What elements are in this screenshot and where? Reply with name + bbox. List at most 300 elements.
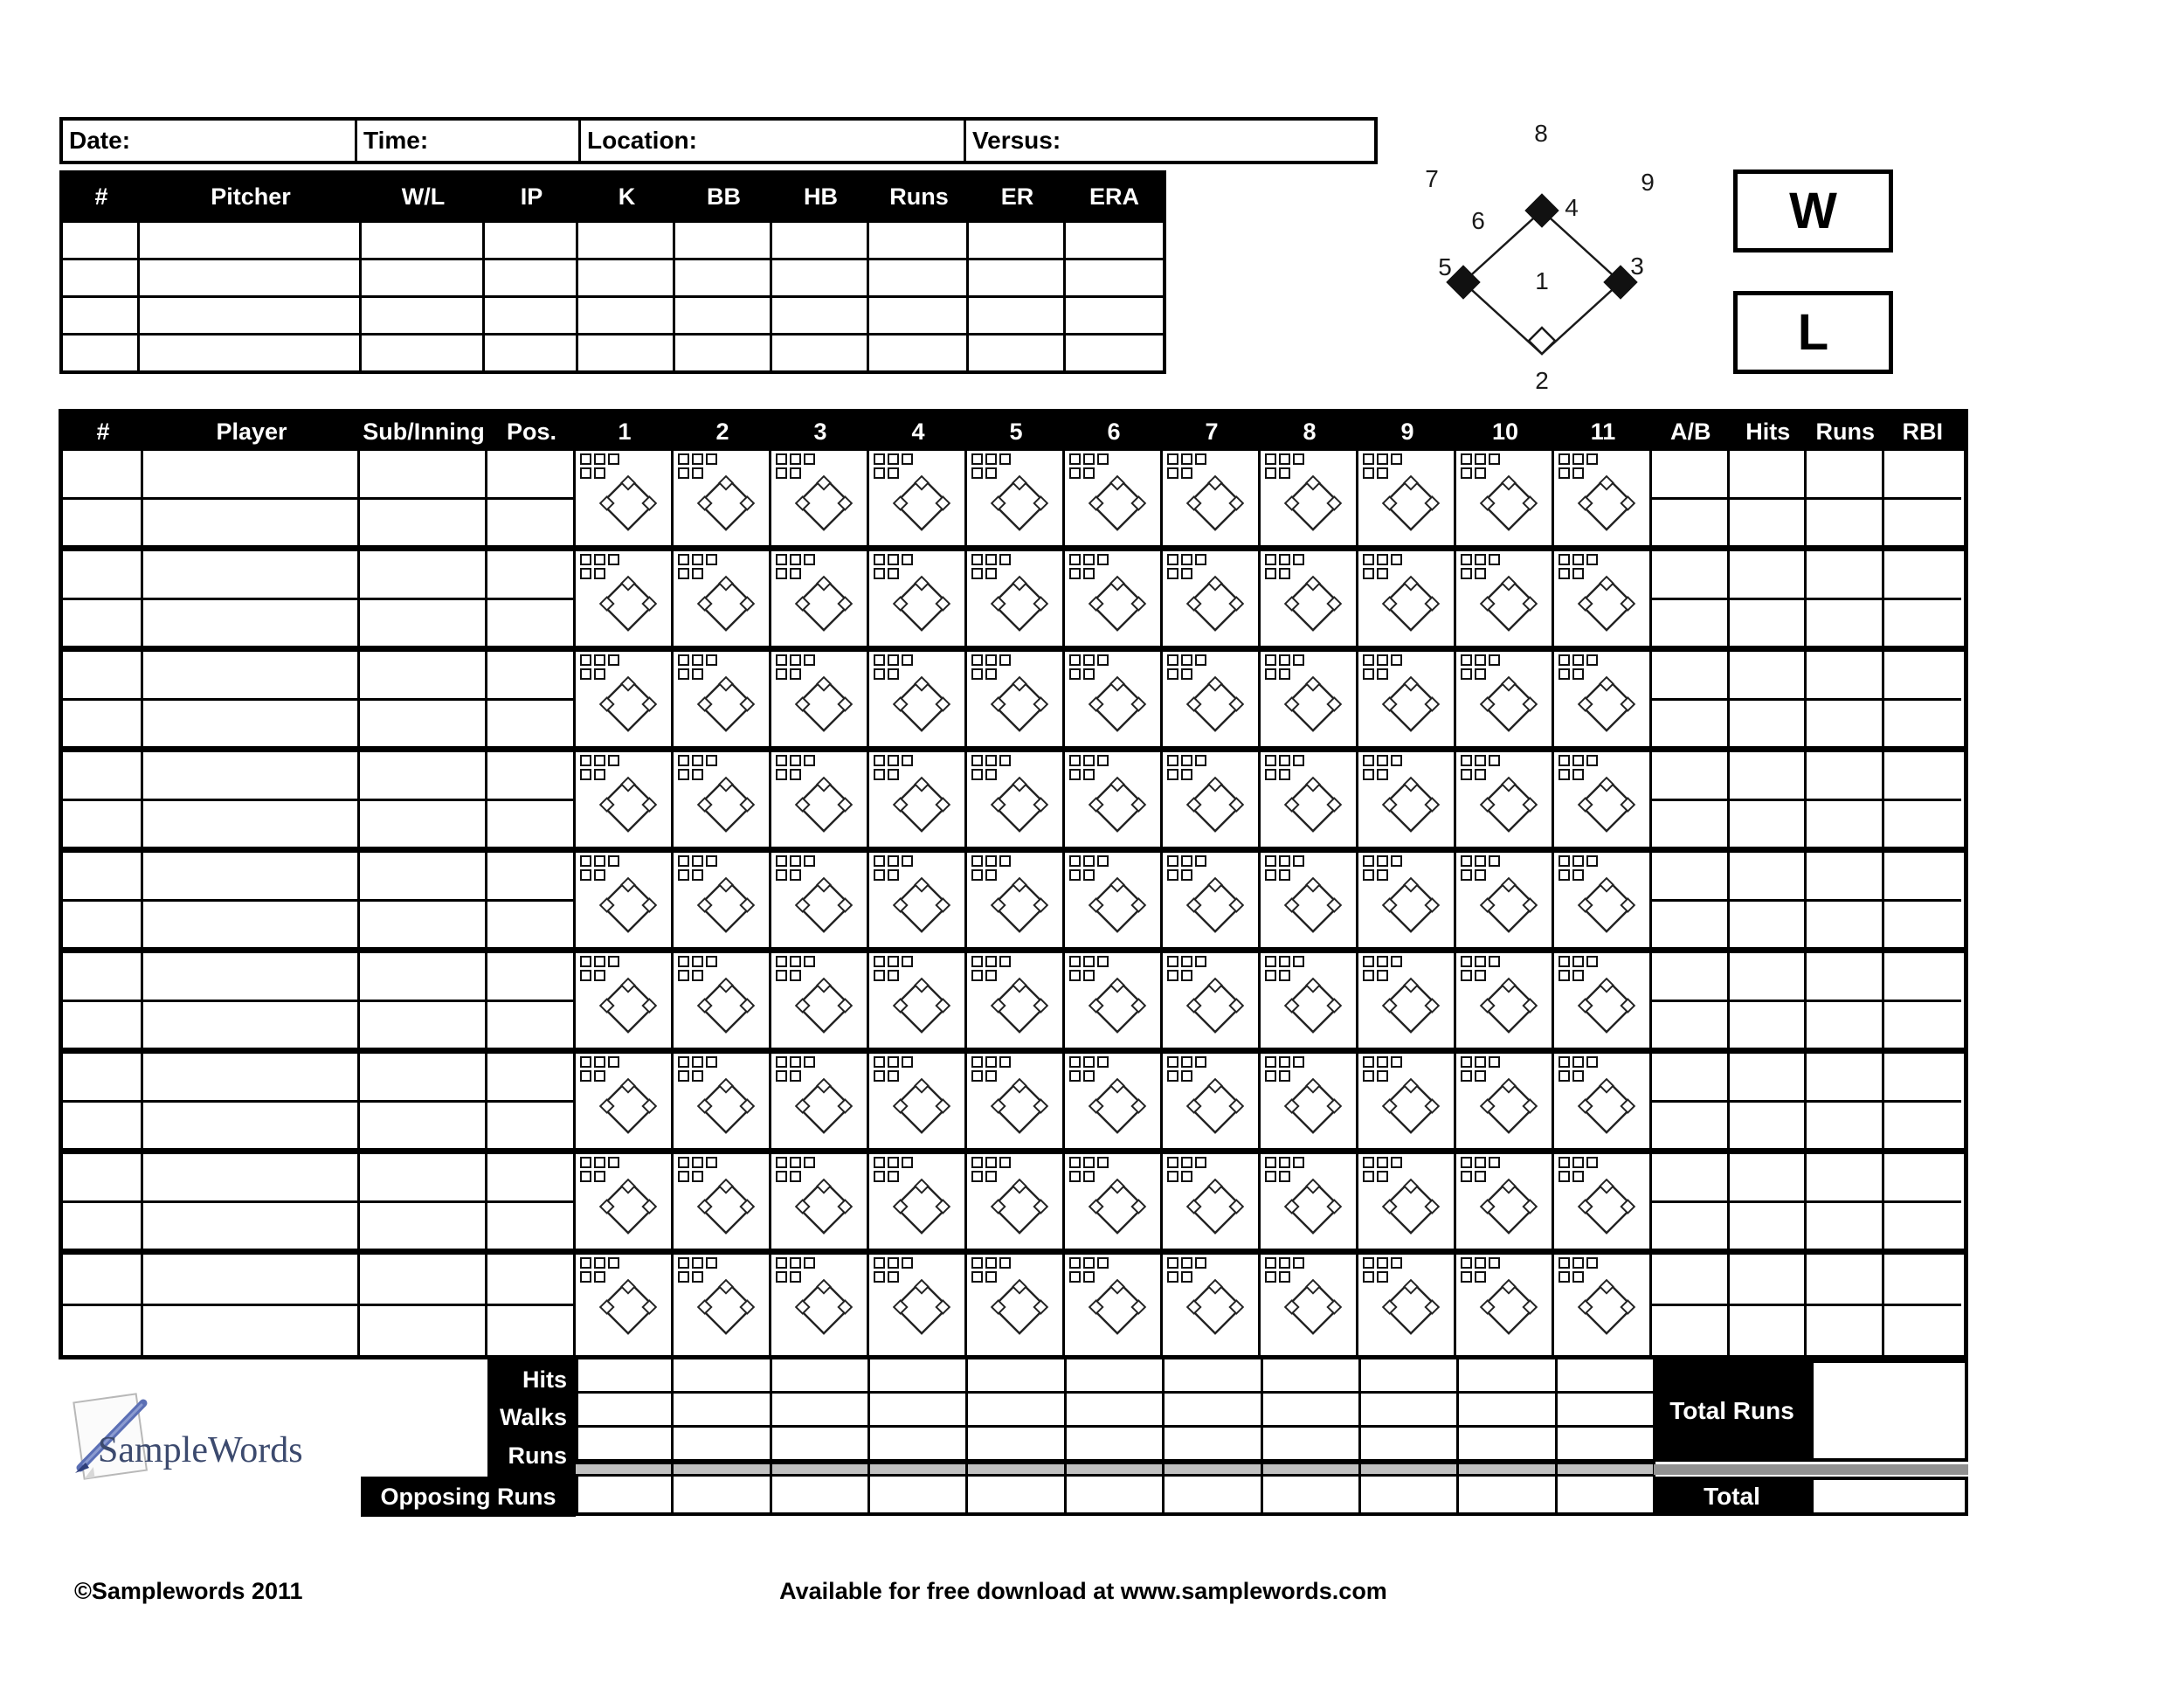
ball-box[interactable] xyxy=(1461,769,1472,780)
strike-box[interactable] xyxy=(1083,654,1095,666)
time-field[interactable] xyxy=(357,121,581,161)
strike-box[interactable] xyxy=(594,453,605,465)
strike-box[interactable] xyxy=(776,554,787,565)
inning-scoring-cell[interactable] xyxy=(1163,752,1261,847)
strike-box[interactable] xyxy=(580,755,591,766)
ball-box[interactable] xyxy=(1167,1171,1178,1182)
ball-box[interactable] xyxy=(874,869,885,881)
strike-box[interactable] xyxy=(1377,1056,1388,1068)
pitcher-cell[interactable] xyxy=(362,298,485,333)
pitcher-cell[interactable] xyxy=(485,223,578,258)
ball-box[interactable] xyxy=(1363,869,1374,881)
ball-box[interactable] xyxy=(1069,970,1081,981)
strike-box[interactable] xyxy=(999,654,1011,666)
strike-box[interactable] xyxy=(971,755,983,766)
ab-stat-cell-top[interactable] xyxy=(1652,652,1727,701)
ball-box[interactable] xyxy=(1265,1171,1276,1182)
rbi-stat-cell-top[interactable] xyxy=(1884,1255,1962,1306)
ball-box[interactable] xyxy=(971,1171,983,1182)
strike-box[interactable] xyxy=(580,1257,591,1269)
runs-total-row-cell[interactable] xyxy=(870,1428,968,1462)
strike-box[interactable] xyxy=(1279,755,1290,766)
player-name-cell-top[interactable] xyxy=(143,752,357,801)
strike-box[interactable] xyxy=(1489,654,1500,666)
strike-box[interactable] xyxy=(608,1157,619,1168)
strike-box[interactable] xyxy=(1097,1056,1109,1068)
pitcher-cell[interactable] xyxy=(675,260,772,295)
strike-box[interactable] xyxy=(1559,554,1570,565)
strike-box[interactable] xyxy=(1559,755,1570,766)
position-cell-bottom[interactable] xyxy=(487,500,573,546)
pitcher-cell[interactable] xyxy=(675,298,772,333)
strike-box[interactable] xyxy=(1195,1056,1206,1068)
runs-stat-cell-top[interactable] xyxy=(1807,752,1882,801)
strike-box[interactable] xyxy=(1167,1056,1178,1068)
strike-box[interactable] xyxy=(1377,755,1388,766)
player-name-cell-top[interactable] xyxy=(143,953,357,1002)
strike-box[interactable] xyxy=(1363,855,1374,867)
strike-box[interactable] xyxy=(678,1157,689,1168)
strike-box[interactable] xyxy=(1475,1257,1486,1269)
player-number-cell-top[interactable] xyxy=(63,1255,141,1306)
ball-box[interactable] xyxy=(874,668,885,680)
strike-box[interactable] xyxy=(1572,1056,1584,1068)
position-cell-top[interactable] xyxy=(487,1054,573,1103)
hits-stat-cell-top[interactable] xyxy=(1730,752,1805,801)
strike-box[interactable] xyxy=(902,1257,913,1269)
strike-box[interactable] xyxy=(1363,956,1374,967)
ab-stat-cell-bottom[interactable] xyxy=(1652,1203,1727,1249)
pitcher-cell[interactable] xyxy=(869,298,969,333)
hits-stat-cell-top[interactable] xyxy=(1730,551,1805,600)
strike-box[interactable] xyxy=(1586,956,1598,967)
inning-scoring-cell[interactable] xyxy=(1065,853,1163,947)
inning-scoring-cell[interactable] xyxy=(1554,1054,1652,1148)
sub-inning-cell-bottom[interactable] xyxy=(360,600,485,647)
position-cell-top[interactable] xyxy=(487,1154,573,1203)
runs-stat-cell-top[interactable] xyxy=(1807,551,1882,600)
ball-box[interactable] xyxy=(1559,1070,1570,1082)
strike-box[interactable] xyxy=(985,453,997,465)
ab-stat-cell-bottom[interactable] xyxy=(1652,801,1727,847)
inning-scoring-cell[interactable] xyxy=(967,551,1065,646)
inning-scoring-cell[interactable] xyxy=(1358,1154,1456,1249)
strike-box[interactable] xyxy=(1572,1257,1584,1269)
player-number-cell-bottom[interactable] xyxy=(63,902,141,948)
strike-box[interactable] xyxy=(1083,1157,1095,1168)
ball-box[interactable] xyxy=(678,869,689,881)
ball-box[interactable] xyxy=(1461,1271,1472,1283)
strike-box[interactable] xyxy=(874,554,885,565)
inning-scoring-cell[interactable] xyxy=(771,853,869,947)
strike-box[interactable] xyxy=(1279,554,1290,565)
strike-box[interactable] xyxy=(1195,453,1206,465)
inning-scoring-cell[interactable] xyxy=(869,1054,967,1148)
ab-stat-cell-top[interactable] xyxy=(1652,1255,1727,1306)
strike-box[interactable] xyxy=(874,755,885,766)
strike-box[interactable] xyxy=(1475,755,1486,766)
inning-scoring-cell[interactable] xyxy=(1163,1054,1261,1148)
position-cell-top[interactable] xyxy=(487,1255,573,1306)
strike-box[interactable] xyxy=(1363,755,1374,766)
strike-box[interactable] xyxy=(1489,453,1500,465)
strike-box[interactable] xyxy=(1489,1257,1500,1269)
strike-box[interactable] xyxy=(1167,453,1178,465)
strike-box[interactable] xyxy=(1293,453,1304,465)
strike-box[interactable] xyxy=(902,654,913,666)
strike-box[interactable] xyxy=(1377,654,1388,666)
rbi-stat-cell-bottom[interactable] xyxy=(1884,1002,1962,1048)
strike-box[interactable] xyxy=(580,1157,591,1168)
strike-box[interactable] xyxy=(1363,453,1374,465)
ball-box[interactable] xyxy=(580,1171,591,1182)
strike-box[interactable] xyxy=(1572,956,1584,967)
walks-total-row-cell[interactable] xyxy=(870,1394,968,1428)
inning-scoring-cell[interactable] xyxy=(771,451,869,545)
strike-box[interactable] xyxy=(874,453,885,465)
strike-box[interactable] xyxy=(999,554,1011,565)
ball-box[interactable] xyxy=(1461,467,1472,479)
strike-box[interactable] xyxy=(1363,654,1374,666)
ball-box[interactable] xyxy=(1461,568,1472,579)
ball-box[interactable] xyxy=(1559,970,1570,981)
inning-scoring-cell[interactable] xyxy=(1554,551,1652,646)
strike-box[interactable] xyxy=(1391,453,1402,465)
ball-box[interactable] xyxy=(1069,869,1081,881)
strike-box[interactable] xyxy=(776,755,787,766)
inning-scoring-cell[interactable] xyxy=(1261,953,1358,1048)
player-number-cell-top[interactable] xyxy=(63,451,141,500)
strike-box[interactable] xyxy=(1377,1157,1388,1168)
strike-box[interactable] xyxy=(1279,956,1290,967)
position-cell-top[interactable] xyxy=(487,953,573,1002)
inning-scoring-cell[interactable] xyxy=(967,1054,1065,1148)
strike-box[interactable] xyxy=(1293,956,1304,967)
strike-box[interactable] xyxy=(776,855,787,867)
strike-box[interactable] xyxy=(1586,554,1598,565)
hits-stat-cell-top[interactable] xyxy=(1730,853,1805,902)
inning-scoring-cell[interactable] xyxy=(1554,1255,1652,1355)
strike-box[interactable] xyxy=(1181,1157,1192,1168)
ball-box[interactable] xyxy=(971,1271,983,1283)
rbi-stat-cell-top[interactable] xyxy=(1884,451,1962,500)
strike-box[interactable] xyxy=(790,755,801,766)
hits-total-row-cell[interactable] xyxy=(1361,1359,1459,1394)
pitcher-cell[interactable] xyxy=(869,223,969,258)
strike-box[interactable] xyxy=(706,1056,717,1068)
player-number-cell-bottom[interactable] xyxy=(63,801,141,847)
strike-box[interactable] xyxy=(776,1056,787,1068)
player-number-cell-top[interactable] xyxy=(63,1054,141,1103)
hits-stat-cell-bottom[interactable] xyxy=(1730,1002,1805,1048)
ab-stat-cell-top[interactable] xyxy=(1652,551,1727,600)
pitcher-cell[interactable] xyxy=(140,336,362,370)
strike-box[interactable] xyxy=(608,453,619,465)
sub-inning-cell-bottom[interactable] xyxy=(360,1203,485,1249)
strike-box[interactable] xyxy=(888,1157,899,1168)
player-name-cell-bottom[interactable] xyxy=(143,500,357,546)
strike-box[interactable] xyxy=(1391,1257,1402,1269)
versus-field[interactable] xyxy=(966,121,1374,161)
inning-scoring-cell[interactable] xyxy=(1358,551,1456,646)
hits-stat-cell-top[interactable] xyxy=(1730,1154,1805,1203)
ball-box[interactable] xyxy=(678,1171,689,1182)
strike-box[interactable] xyxy=(888,1257,899,1269)
inning-scoring-cell[interactable] xyxy=(1456,551,1554,646)
sub-inning-cell-bottom[interactable] xyxy=(360,1002,485,1048)
player-name-cell-bottom[interactable] xyxy=(143,1306,357,1355)
strike-box[interactable] xyxy=(1461,654,1472,666)
strike-box[interactable] xyxy=(999,1056,1011,1068)
rbi-stat-cell-bottom[interactable] xyxy=(1884,1203,1962,1249)
strike-box[interactable] xyxy=(1559,1257,1570,1269)
hits-total-row-cell[interactable] xyxy=(576,1359,674,1394)
strike-box[interactable] xyxy=(580,554,591,565)
walks-total-row-cell[interactable] xyxy=(1459,1394,1557,1428)
strike-box[interactable] xyxy=(804,956,815,967)
strike-box[interactable] xyxy=(790,654,801,666)
opposing-runs-cell[interactable] xyxy=(1459,1477,1557,1516)
ball-box[interactable] xyxy=(1559,769,1570,780)
ball-box[interactable] xyxy=(1559,467,1570,479)
sub-inning-cell-top[interactable] xyxy=(360,853,485,902)
sub-inning-cell-top[interactable] xyxy=(360,1154,485,1203)
strike-box[interactable] xyxy=(902,554,913,565)
strike-box[interactable] xyxy=(1167,1257,1178,1269)
ball-box[interactable] xyxy=(1069,568,1081,579)
ball-box[interactable] xyxy=(1167,668,1178,680)
ball-box[interactable] xyxy=(1559,1171,1570,1182)
hits-stat-cell-bottom[interactable] xyxy=(1730,801,1805,847)
inning-scoring-cell[interactable] xyxy=(1065,1054,1163,1148)
ball-box[interactable] xyxy=(580,668,591,680)
strike-box[interactable] xyxy=(1461,453,1472,465)
strike-box[interactable] xyxy=(678,755,689,766)
strike-box[interactable] xyxy=(999,453,1011,465)
strike-box[interactable] xyxy=(790,855,801,867)
walks-total-row-cell[interactable] xyxy=(576,1394,674,1428)
pitcher-cell[interactable] xyxy=(362,223,485,258)
ball-box[interactable] xyxy=(776,869,787,881)
ball-box[interactable] xyxy=(776,1070,787,1082)
strike-box[interactable] xyxy=(1167,956,1178,967)
strike-box[interactable] xyxy=(1279,855,1290,867)
ball-box[interactable] xyxy=(580,1271,591,1283)
ball-box[interactable] xyxy=(874,1070,885,1082)
strike-box[interactable] xyxy=(790,956,801,967)
position-cell-top[interactable] xyxy=(487,551,573,600)
runs-stat-cell-top[interactable] xyxy=(1807,1154,1882,1203)
strike-box[interactable] xyxy=(1377,956,1388,967)
strike-box[interactable] xyxy=(1195,755,1206,766)
ab-stat-cell-bottom[interactable] xyxy=(1652,1002,1727,1048)
hits-total-row-cell[interactable] xyxy=(1263,1359,1361,1394)
hits-total-row-cell[interactable] xyxy=(870,1359,968,1394)
strike-box[interactable] xyxy=(790,1257,801,1269)
ball-box[interactable] xyxy=(1363,1070,1374,1082)
pitcher-cell[interactable] xyxy=(140,260,362,295)
strike-box[interactable] xyxy=(1265,453,1276,465)
ball-box[interactable] xyxy=(1069,1171,1081,1182)
runs-stat-cell-top[interactable] xyxy=(1807,1054,1882,1103)
inning-scoring-cell[interactable] xyxy=(674,1255,771,1355)
inning-scoring-cell[interactable] xyxy=(674,652,771,746)
strike-box[interactable] xyxy=(874,855,885,867)
strike-box[interactable] xyxy=(902,855,913,867)
strike-box[interactable] xyxy=(1181,755,1192,766)
strike-box[interactable] xyxy=(985,1056,997,1068)
inning-scoring-cell[interactable] xyxy=(869,752,967,847)
ball-box[interactable] xyxy=(1265,1070,1276,1082)
ab-stat-cell-bottom[interactable] xyxy=(1652,1306,1727,1355)
inning-scoring-cell[interactable] xyxy=(1358,1255,1456,1355)
strike-box[interactable] xyxy=(1181,554,1192,565)
strike-box[interactable] xyxy=(1377,453,1388,465)
strike-box[interactable] xyxy=(1279,1056,1290,1068)
inning-scoring-cell[interactable] xyxy=(1358,953,1456,1048)
ball-box[interactable] xyxy=(1069,1070,1081,1082)
runs-total-row-cell[interactable] xyxy=(968,1428,1066,1462)
player-name-cell-top[interactable] xyxy=(143,1154,357,1203)
walks-total-row-cell[interactable] xyxy=(1263,1394,1361,1428)
strike-box[interactable] xyxy=(971,1257,983,1269)
strike-box[interactable] xyxy=(1265,654,1276,666)
strike-box[interactable] xyxy=(1167,554,1178,565)
ball-box[interactable] xyxy=(1167,467,1178,479)
strike-box[interactable] xyxy=(1559,453,1570,465)
player-name-cell-top[interactable] xyxy=(143,1054,357,1103)
walks-total-row-cell[interactable] xyxy=(772,1394,870,1428)
player-name-cell-top[interactable] xyxy=(143,551,357,600)
loss-box[interactable] xyxy=(1733,291,1893,374)
strike-box[interactable] xyxy=(706,654,717,666)
player-number-cell-bottom[interactable] xyxy=(63,1306,141,1355)
strike-box[interactable] xyxy=(888,855,899,867)
strike-box[interactable] xyxy=(1391,1157,1402,1168)
strike-box[interactable] xyxy=(1195,654,1206,666)
strike-box[interactable] xyxy=(1377,1257,1388,1269)
ball-box[interactable] xyxy=(1461,668,1472,680)
pitcher-cell[interactable] xyxy=(485,260,578,295)
player-name-cell-bottom[interactable] xyxy=(143,801,357,847)
runs-stat-cell-bottom[interactable] xyxy=(1807,1306,1882,1355)
inning-scoring-cell[interactable] xyxy=(1554,1154,1652,1249)
strike-box[interactable] xyxy=(1391,654,1402,666)
ab-stat-cell-bottom[interactable] xyxy=(1652,1103,1727,1149)
strike-box[interactable] xyxy=(1293,1257,1304,1269)
strike-box[interactable] xyxy=(1167,654,1178,666)
inning-scoring-cell[interactable] xyxy=(674,551,771,646)
strike-box[interactable] xyxy=(1586,755,1598,766)
strike-box[interactable] xyxy=(1265,956,1276,967)
sub-inning-cell-top[interactable] xyxy=(360,652,485,701)
hits-stat-cell-top[interactable] xyxy=(1730,451,1805,500)
strike-box[interactable] xyxy=(594,755,605,766)
sub-inning-cell-top[interactable] xyxy=(360,451,485,500)
strike-box[interactable] xyxy=(888,956,899,967)
opposing-runs-cell[interactable] xyxy=(674,1477,771,1516)
runs-stat-cell-bottom[interactable] xyxy=(1807,1103,1882,1149)
strike-box[interactable] xyxy=(999,1157,1011,1168)
strike-box[interactable] xyxy=(594,1056,605,1068)
strike-box[interactable] xyxy=(1586,855,1598,867)
rbi-stat-cell-top[interactable] xyxy=(1884,752,1962,801)
strike-box[interactable] xyxy=(608,956,619,967)
ball-box[interactable] xyxy=(678,769,689,780)
strike-box[interactable] xyxy=(580,855,591,867)
ball-box[interactable] xyxy=(874,1271,885,1283)
strike-box[interactable] xyxy=(888,554,899,565)
inning-scoring-cell[interactable] xyxy=(1261,652,1358,746)
runs-stat-cell-bottom[interactable] xyxy=(1807,600,1882,647)
inning-scoring-cell[interactable] xyxy=(576,752,674,847)
ball-box[interactable] xyxy=(776,970,787,981)
strike-box[interactable] xyxy=(1475,453,1486,465)
pitcher-cell[interactable] xyxy=(772,298,869,333)
player-number-cell-top[interactable] xyxy=(63,953,141,1002)
inning-scoring-cell[interactable] xyxy=(1261,853,1358,947)
inning-scoring-cell[interactable] xyxy=(1261,451,1358,545)
strike-box[interactable] xyxy=(1195,1157,1206,1168)
ab-stat-cell-top[interactable] xyxy=(1652,1054,1727,1103)
strike-box[interactable] xyxy=(1377,554,1388,565)
strike-box[interactable] xyxy=(608,755,619,766)
ball-box[interactable] xyxy=(1167,869,1178,881)
inning-scoring-cell[interactable] xyxy=(869,953,967,1048)
strike-box[interactable] xyxy=(608,1257,619,1269)
strike-box[interactable] xyxy=(678,654,689,666)
ball-box[interactable] xyxy=(776,1171,787,1182)
strike-box[interactable] xyxy=(594,554,605,565)
inning-scoring-cell[interactable] xyxy=(1456,752,1554,847)
strike-box[interactable] xyxy=(1069,1157,1081,1168)
inning-scoring-cell[interactable] xyxy=(1065,451,1163,545)
inning-scoring-cell[interactable] xyxy=(869,451,967,545)
inning-scoring-cell[interactable] xyxy=(1261,752,1358,847)
inning-scoring-cell[interactable] xyxy=(674,853,771,947)
player-number-cell-top[interactable] xyxy=(63,551,141,600)
strike-box[interactable] xyxy=(874,654,885,666)
inning-scoring-cell[interactable] xyxy=(576,551,674,646)
strike-box[interactable] xyxy=(1167,755,1178,766)
sub-inning-cell-bottom[interactable] xyxy=(360,1103,485,1149)
strike-box[interactable] xyxy=(1475,1056,1486,1068)
player-number-cell-bottom[interactable] xyxy=(63,1002,141,1048)
strike-box[interactable] xyxy=(902,1056,913,1068)
sub-inning-cell-bottom[interactable] xyxy=(360,801,485,847)
sub-inning-cell-bottom[interactable] xyxy=(360,1306,485,1355)
inning-scoring-cell[interactable] xyxy=(674,1054,771,1148)
strike-box[interactable] xyxy=(1572,1157,1584,1168)
sub-inning-cell-top[interactable] xyxy=(360,752,485,801)
ball-box[interactable] xyxy=(580,1070,591,1082)
ball-box[interactable] xyxy=(1069,467,1081,479)
date-field[interactable] xyxy=(63,121,357,161)
inning-scoring-cell[interactable] xyxy=(1456,1054,1554,1148)
ball-box[interactable] xyxy=(1069,769,1081,780)
strike-box[interactable] xyxy=(1083,453,1095,465)
pitcher-cell[interactable] xyxy=(869,260,969,295)
inning-scoring-cell[interactable] xyxy=(869,652,967,746)
player-name-cell-bottom[interactable] xyxy=(143,701,357,747)
position-cell-bottom[interactable] xyxy=(487,902,573,948)
inning-scoring-cell[interactable] xyxy=(1065,953,1163,1048)
ball-box[interactable] xyxy=(971,769,983,780)
strike-box[interactable] xyxy=(776,654,787,666)
inning-scoring-cell[interactable] xyxy=(967,1255,1065,1355)
inning-scoring-cell[interactable] xyxy=(1065,551,1163,646)
ball-box[interactable] xyxy=(874,568,885,579)
